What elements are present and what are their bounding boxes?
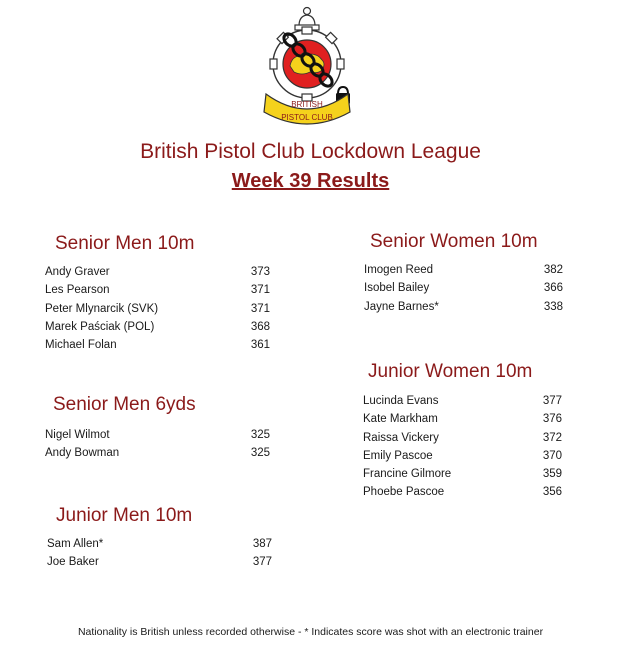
section-heading: Senior Men 6yds	[53, 394, 196, 415]
competitor-score: 325	[250, 447, 270, 460]
competitor-name: Marek Paściak (POL)	[45, 320, 155, 333]
competitor-name: Isobel Bailey	[364, 282, 430, 295]
result-row	[45, 318, 270, 336]
competitor-name: Jayne Barnes*	[364, 300, 439, 313]
section-heading: Senior Women 10m	[370, 231, 538, 252]
section-senior-men-6yds	[45, 394, 270, 463]
competitor-score: 361	[250, 339, 270, 352]
competitor-name: Michael Folan	[45, 339, 117, 352]
ribbon-club-text: PISTOL CLUB	[281, 113, 333, 122]
section-heading: Senior Men 10m	[55, 233, 195, 254]
competitor-name: Imogen Reed	[364, 264, 434, 276]
result-row	[363, 447, 562, 465]
competitor-score: 382	[543, 264, 563, 276]
competitor-name: Raissa Vickery	[363, 431, 439, 444]
result-row	[45, 281, 270, 299]
competitor-score: 377	[542, 395, 562, 407]
competitor-score: 325	[250, 429, 270, 441]
competitor-name: Phoebe Pascoe	[363, 486, 445, 499]
competitor-score: 373	[250, 266, 270, 278]
result-row	[364, 261, 563, 279]
section-junior-women-10m	[363, 361, 562, 502]
club-logo	[262, 4, 352, 130]
competitor-name: Nigel Wilmot	[45, 429, 110, 441]
competitor-score: 377	[252, 556, 272, 569]
competitor-name: Francine Gilmore	[363, 468, 452, 481]
result-row	[45, 263, 270, 281]
result-row	[47, 553, 272, 571]
competitor-score: 370	[542, 449, 562, 462]
result-row	[45, 300, 270, 318]
section-junior-men-10m	[47, 505, 272, 572]
competitor-score: 356	[542, 486, 562, 499]
competitor-name: Peter Mlynarcik (SVK)	[45, 302, 159, 315]
result-row	[363, 483, 562, 501]
page-title: British Pistol Club Lockdown League	[140, 140, 481, 163]
competitor-score: 387	[252, 538, 272, 550]
section-heading: Junior Women 10m	[368, 361, 533, 382]
competitor-score: 338	[543, 300, 563, 313]
section-senior-women-10m	[364, 231, 563, 316]
competitor-score: 376	[542, 413, 562, 426]
competitor-score: 372	[542, 431, 562, 444]
competitor-score: 366	[543, 282, 563, 295]
result-row	[364, 279, 563, 297]
result-row	[363, 392, 562, 410]
competitor-name: Kate Markham	[363, 413, 438, 426]
competitor-name: Emily Pascoe	[363, 449, 433, 462]
competitor-name: Andy Graver	[45, 266, 110, 278]
competitor-score: 371	[250, 302, 270, 315]
result-row	[363, 429, 562, 447]
section-senior-men-10m	[45, 233, 270, 354]
result-row	[45, 336, 270, 354]
competitor-score: 368	[250, 320, 270, 333]
section-heading: Junior Men 10m	[56, 505, 193, 526]
page-subtitle: Week 39 Results	[231, 170, 390, 192]
result-row	[47, 535, 272, 553]
result-row	[364, 298, 563, 316]
ribbon-text: BRITISH	[291, 100, 323, 109]
competitor-name: Andy Bowman	[45, 447, 120, 460]
competitor-name: Sam Allen*	[47, 538, 104, 550]
result-row	[45, 444, 270, 462]
competitor-score: 371	[250, 284, 270, 297]
competitor-name: Les Pearson	[45, 284, 110, 297]
result-row	[363, 410, 562, 428]
competitor-score: 359	[542, 468, 562, 481]
result-row	[45, 426, 270, 444]
competitor-name: Lucinda Evans	[363, 395, 439, 407]
competitor-name: Joe Baker	[47, 556, 99, 569]
footnote: Nationality is British unless recorded otherwise - * Indicates score was shot with an electronic trainer	[77, 626, 544, 638]
result-row	[363, 465, 562, 483]
